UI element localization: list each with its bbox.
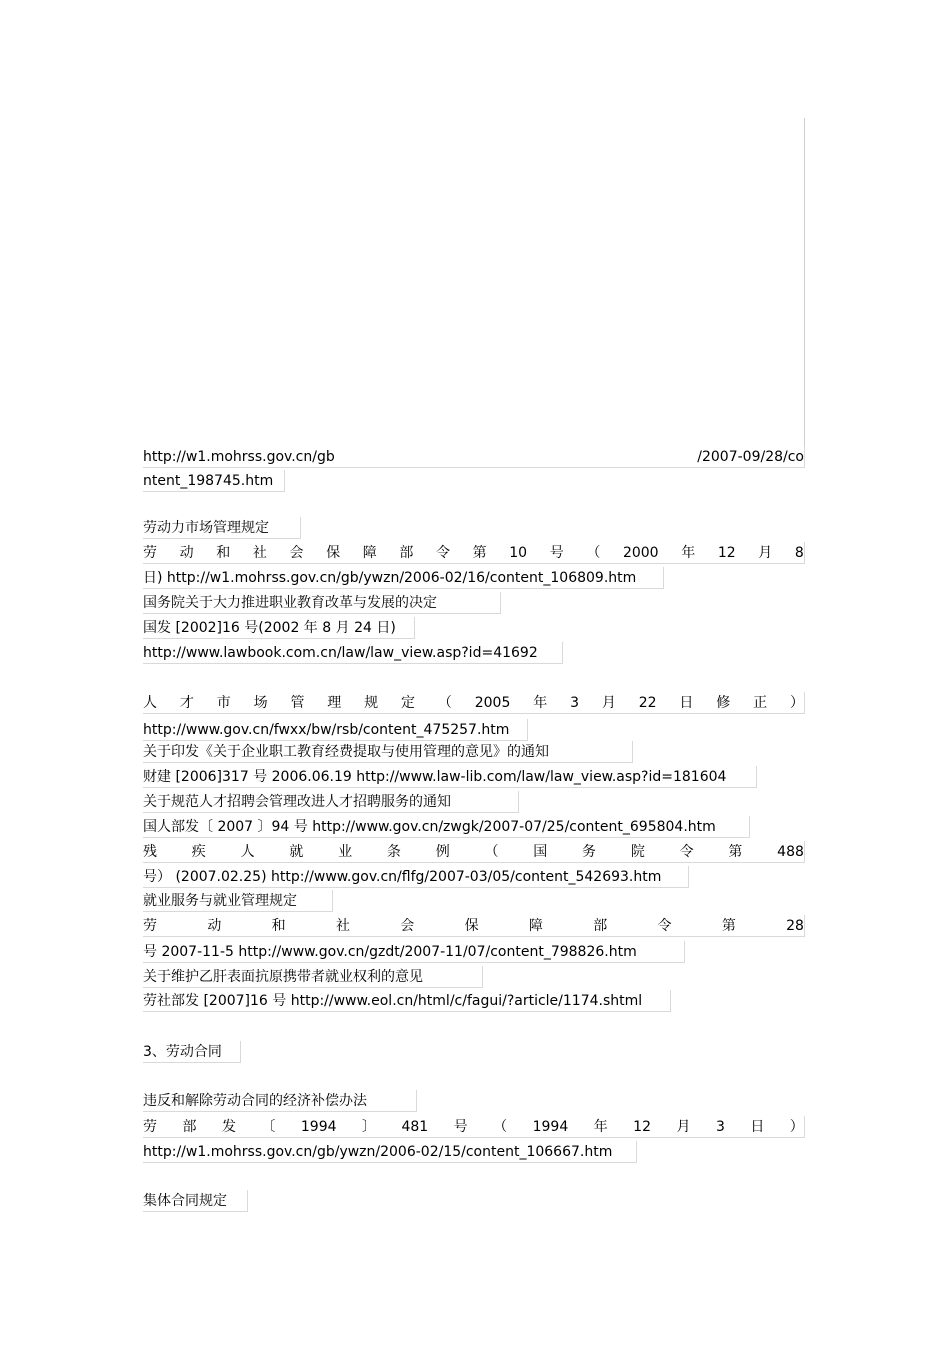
spaced-token: 残 <box>143 844 157 860</box>
spaced-token: 场 <box>253 695 268 711</box>
entry-title-1: 劳动力市场管理规定 <box>143 517 301 539</box>
reference-line-4[interactable]: 日) http://w1.mohrss.gov.cn/gb/ywzn/2006-02/16/content_106809.htm <box>143 567 664 589</box>
spaced-token: 务 <box>582 844 597 860</box>
link-line-0[interactable] <box>143 446 805 468</box>
spaced-token: 发 <box>221 1119 236 1135</box>
reference-line-13[interactable]: 国人部发〔 2007 〕94 号 http://www.gov.cn/zwgk/2007-07/25/content_695804.htm <box>143 816 750 838</box>
spaced-token: ） <box>790 695 804 711</box>
spaced-token: 2005 <box>474 695 511 711</box>
spaced-token: 28 <box>786 918 804 934</box>
reference-line-11[interactable]: 财建 [2006]317 号 2006.06.19 http://www.law-lib.com/law/law_view.asp?id=181604 <box>143 766 757 788</box>
spaced-token: 社 <box>252 545 267 561</box>
spaced-token: 动 <box>179 545 194 561</box>
spaced-token: 部 <box>399 545 414 561</box>
spaced-token: （ <box>437 695 452 711</box>
spaced-token: 号 <box>549 545 564 561</box>
link-continuation[interactable]: ntent_198745.htm <box>143 470 285 492</box>
spaced-token: 条 <box>386 844 401 860</box>
spaced-token: 3 <box>570 695 580 711</box>
spaced-line-23 <box>143 1116 805 1138</box>
spaced-line-3 <box>143 542 805 564</box>
spaced-token: 2000 <box>622 545 659 561</box>
reference-line-18[interactable]: 号 2007-11-5 http://www.gov.cn/gzdt/2007-11/07/content_798826.htm <box>143 941 685 963</box>
spaced-token: 人 <box>240 844 255 860</box>
link-line-24[interactable]: http://w1.mohrss.gov.cn/gb/ywzn/2006-02/15/content_106667.htm <box>143 1141 637 1163</box>
spaced-token: 业 <box>338 844 353 860</box>
spaced-token: 月 <box>601 695 616 711</box>
spaced-token: 年 <box>593 1119 608 1135</box>
spaced-token: 理 <box>327 695 342 711</box>
spaced-token: 号 <box>453 1119 468 1135</box>
entry-title-4: 关于规范人才招聘会管理改进人才招聘服务的通知 <box>143 791 519 813</box>
spaced-token: 院 <box>630 844 645 860</box>
spaced-token: 劳 <box>143 918 157 934</box>
reference-line-20[interactable]: 劳社部发 [2007]16 号 http://www.eol.cn/html/c/fagui/?article/1174.shtml <box>143 990 671 1012</box>
spaced-token: 令 <box>679 844 694 860</box>
spaced-token: 日 <box>750 1119 765 1135</box>
spaced-token: 定 <box>401 695 416 711</box>
spaced-token: 年 <box>533 695 548 711</box>
spaced-token: 第 <box>721 918 736 934</box>
spaced-token: 劳 <box>143 1119 157 1135</box>
reference-line-6: 国发 [2002]16 号(2002 年 8 月 24 日) <box>143 617 415 639</box>
entry-title-8: 集体合同规定 <box>143 1190 248 1212</box>
spaced-token: 国 <box>533 844 548 860</box>
right-border-line <box>804 118 805 465</box>
spaced-token: 规 <box>364 695 379 711</box>
spaced-token: 部 <box>182 1119 197 1135</box>
spaced-token: 会 <box>289 545 304 561</box>
entry-title-3: 关于印发《关于企业职工教育经费提取与使用管理的意见》的通知 <box>143 741 633 763</box>
spaced-token: 人 <box>143 695 157 711</box>
spaced-token: 劳 <box>143 545 157 561</box>
spaced-token: 保 <box>326 545 341 561</box>
entry-title-7: 违反和解除劳动合同的经济补偿办法 <box>143 1090 417 1112</box>
spaced-token: 和 <box>216 545 231 561</box>
spaced-token: 社 <box>335 918 350 934</box>
spaced-token: 12 <box>633 1119 651 1135</box>
spaced-token: 年 <box>681 545 696 561</box>
spaced-token: （ <box>586 545 601 561</box>
spaced-token: 3 <box>715 1119 725 1135</box>
reference-line-15[interactable]: 号） (2007.02.25) http://www.gov.cn/flfg/2007-03/05/content_542693.htm <box>143 866 689 888</box>
spaced-token: 动 <box>207 918 222 934</box>
spaced-token: 和 <box>271 918 286 934</box>
spaced-token: 10 <box>509 545 528 561</box>
link-line-7[interactable]: http://www.lawbook.com.cn/law/law_view.asp?id=41692 <box>143 642 563 664</box>
spaced-token: 部 <box>593 918 608 934</box>
spaced-token: 例 <box>435 844 450 860</box>
spaced-token: 第 <box>728 844 743 860</box>
spaced-token: 〕 <box>361 1119 376 1135</box>
spaced-token: ） <box>789 1119 804 1135</box>
spaced-token: 日 <box>679 695 694 711</box>
entry-title-5: 就业服务与就业管理规定 <box>143 890 333 912</box>
spaced-token: 才 <box>179 695 194 711</box>
spaced-token: 疾 <box>191 844 206 860</box>
spaced-token: 22 <box>638 695 657 711</box>
spaced-token: （ <box>484 844 499 860</box>
section-heading: 3、劳动合同 <box>143 1041 241 1063</box>
spaced-token: 管 <box>290 695 305 711</box>
spaced-token: 修 <box>716 695 731 711</box>
spaced-line-17 <box>143 915 805 937</box>
entry-title-2: 国务院关于大力推进职业教育改革与发展的决定 <box>143 592 501 614</box>
entry-title-6: 关于维护乙肝表面抗原携带者就业权利的意见 <box>143 966 483 988</box>
spaced-token: 481 <box>401 1119 429 1135</box>
spaced-token: 令 <box>657 918 672 934</box>
spaced-token: 保 <box>464 918 479 934</box>
link-part-b[interactable]: /2007-09/28/co <box>697 449 804 465</box>
spaced-token: （ <box>493 1119 508 1135</box>
link-line-9[interactable]: http://www.gov.cn/fwxx/bw/rsb/content_475257.htm <box>143 719 528 741</box>
spaced-token: 12 <box>717 545 736 561</box>
spaced-line-14 <box>143 841 805 863</box>
spaced-token: 就 <box>289 844 304 860</box>
spaced-token: 障 <box>528 918 543 934</box>
spaced-token: 488 <box>777 844 804 860</box>
spaced-token: 1994 <box>532 1119 569 1135</box>
spaced-token: 正 <box>753 695 768 711</box>
spaced-token: 会 <box>400 918 415 934</box>
spaced-token: 月 <box>758 545 773 561</box>
spaced-token: 8 <box>794 545 804 561</box>
spaced-token: 市 <box>216 695 231 711</box>
link-part-a[interactable]: http://w1.mohrss.gov.cn/gb <box>143 449 335 465</box>
spaced-line-8 <box>143 692 805 714</box>
spaced-token: 第 <box>472 545 487 561</box>
spaced-token: 障 <box>362 545 377 561</box>
spaced-token: 令 <box>436 545 450 561</box>
spaced-token: 〔 <box>261 1119 276 1135</box>
spaced-token: 月 <box>676 1119 691 1135</box>
spaced-token: 1994 <box>300 1119 337 1135</box>
